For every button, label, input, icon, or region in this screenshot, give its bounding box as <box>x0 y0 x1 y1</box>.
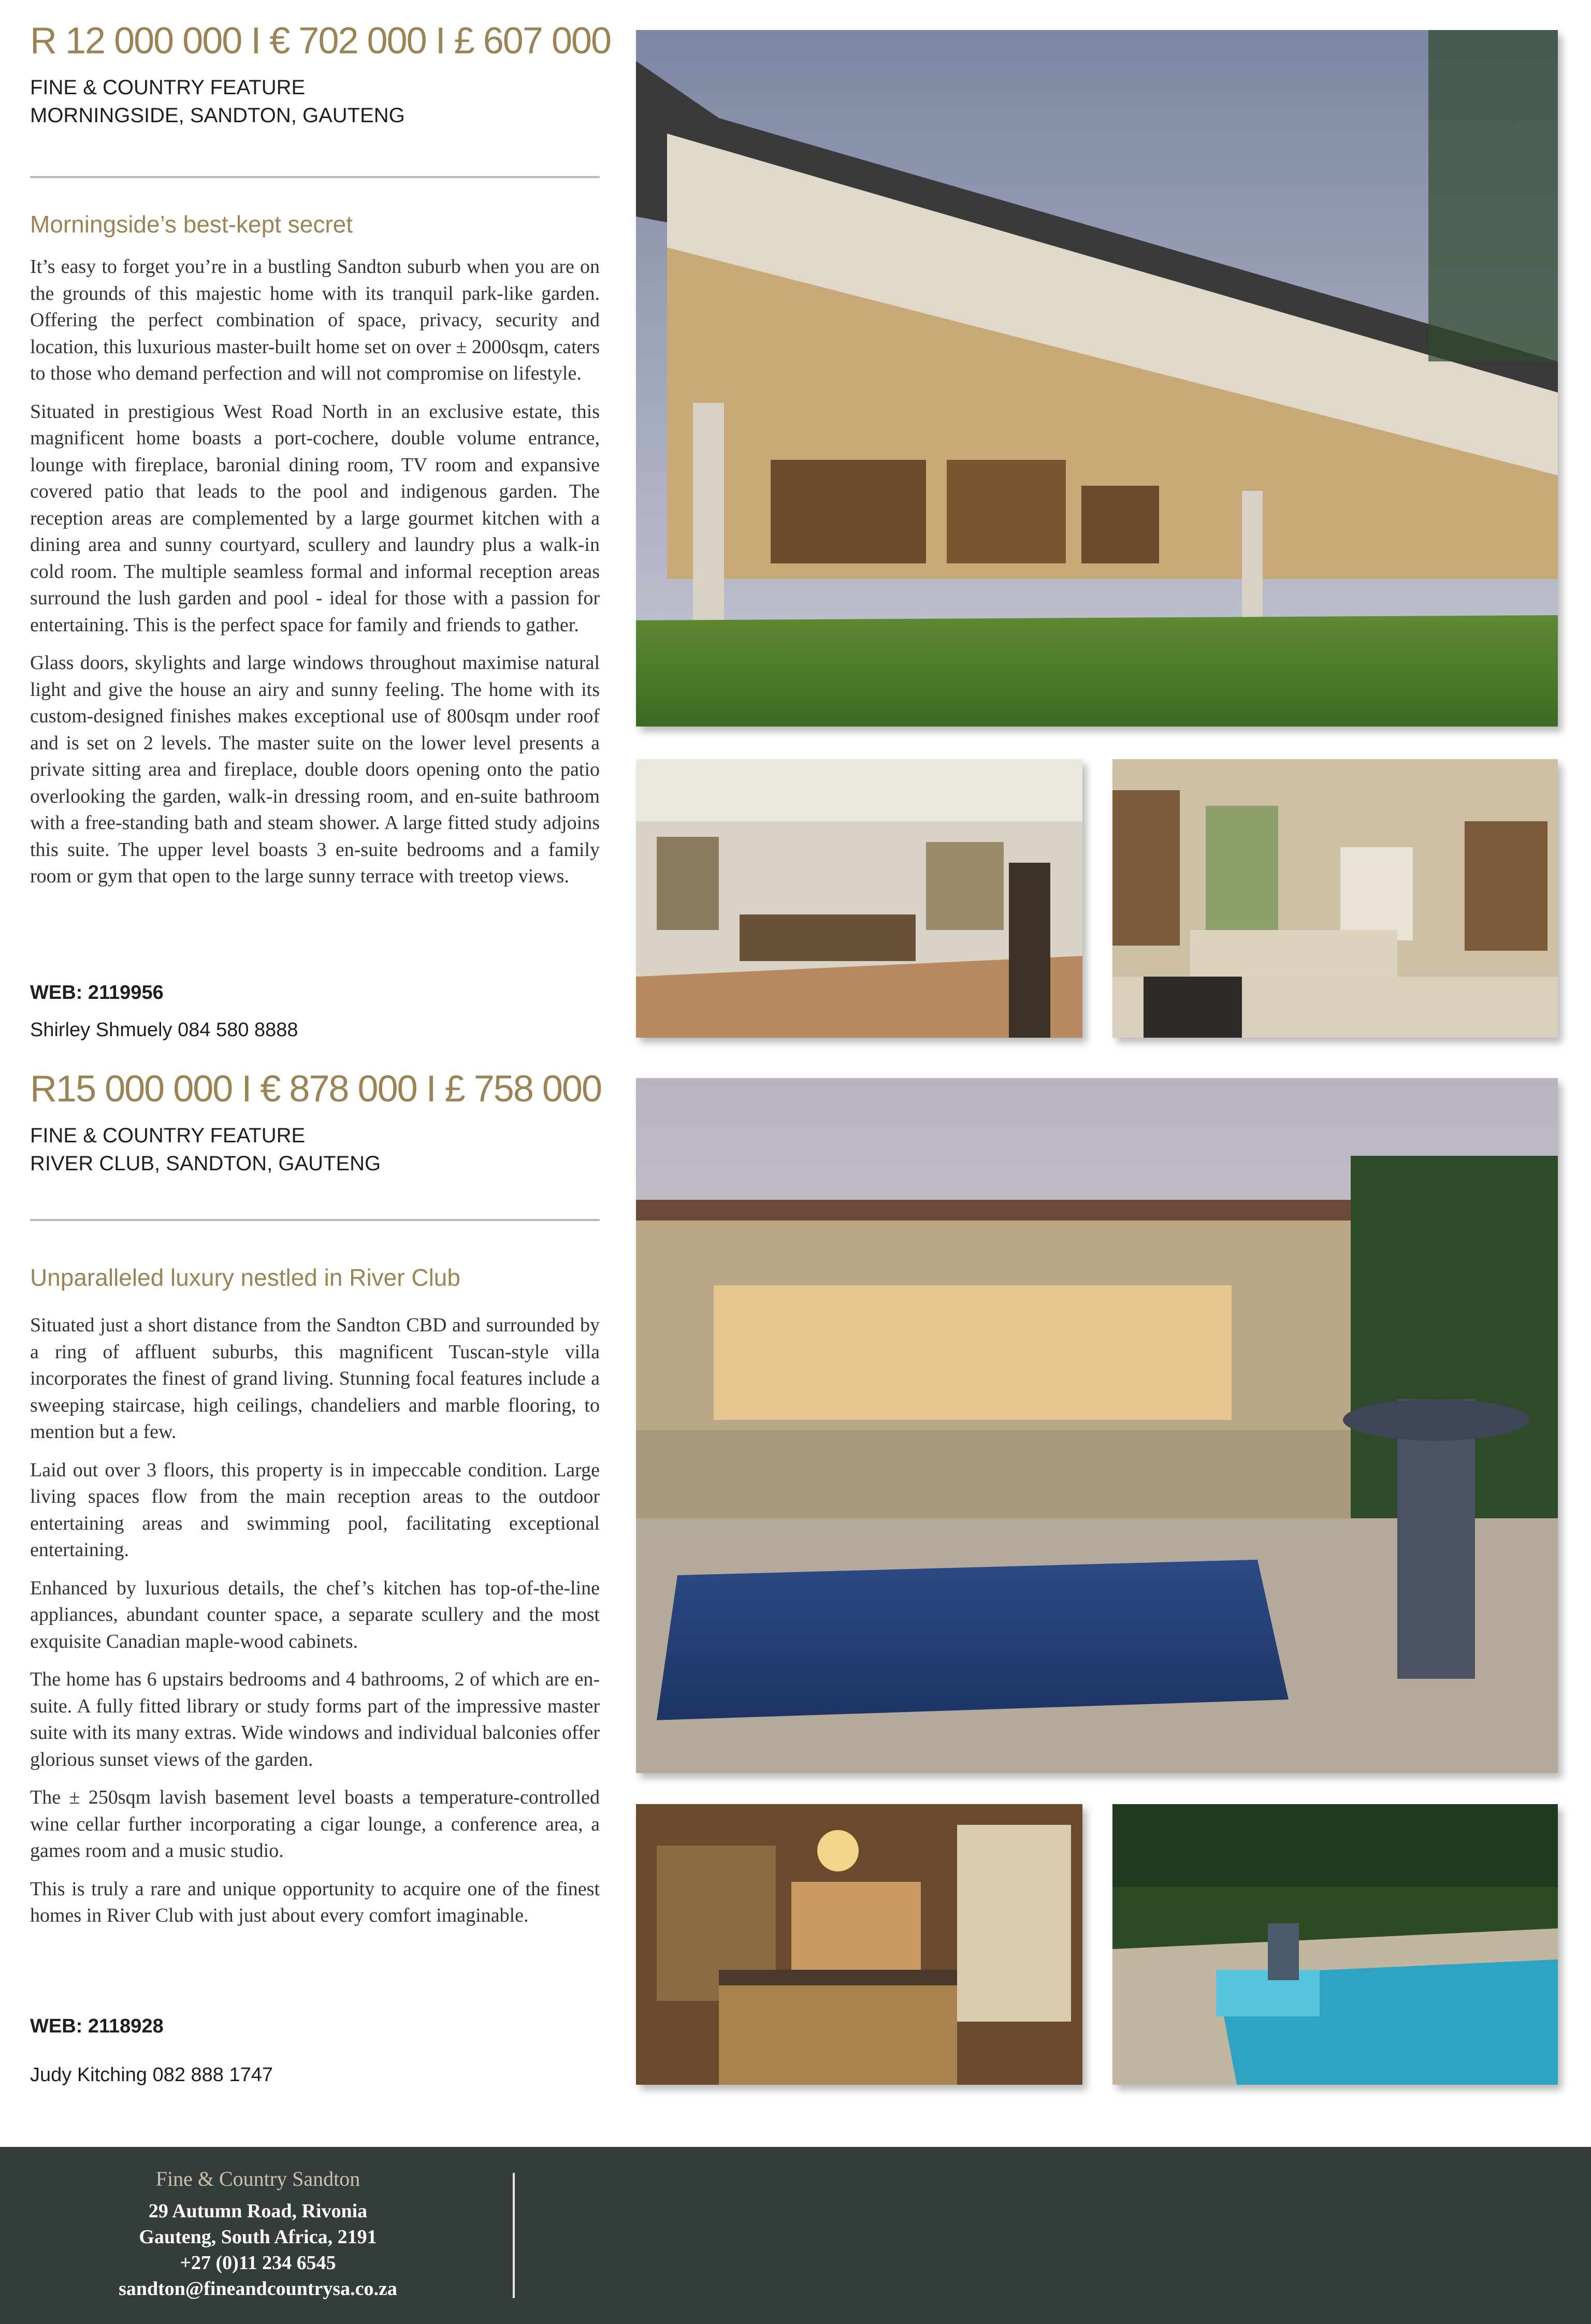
listing-price: R 12 000 000 I € 702 000 I £ 607 000 <box>30 20 611 62</box>
description-paragraph: Situated just a short distance from the Sandton CBD and surrounded by a ring of affluent suburbs, this magnificent Tuscan-style villa incorporates the finest of grand living. Stunning focal features include a sweeping staircase, high ceilings, chandeliers and marble flooring, to mention but a few. <box>30 1314 600 1443</box>
office-address-line-1: 29 Autumn Road, Rivonia <box>148 2200 368 2222</box>
office-phone: +27 (0)11 234 6545 <box>180 2252 336 2274</box>
footer-divider <box>513 2173 515 2298</box>
office-name: Fine & Country Sandton <box>155 2167 360 2190</box>
agent-contact: Shirley Shmuely 084 580 8888 <box>30 1019 298 1041</box>
photo-lounge <box>1112 759 1558 1038</box>
web-reference: WEB: 2118928 <box>30 2015 164 2037</box>
office-footer <box>0 2147 1591 2324</box>
section-divider <box>30 1219 600 1221</box>
listing-description <box>30 254 600 902</box>
pool-garden-image <box>1112 1804 1558 2085</box>
description-paragraph: Situated in prestigious West Road North in an exclusive estate, this magnificent home boasts a port-cochere, double volume entrance, lounge with fireplace, baronial dining room, TV room and expansive covered patio that leads to the pool and indigenous garden. The reception areas are complemented by a large gourmet kitchen with a dining area and sunny courtyard, scullery and laundry plus a walk-in cold room. The multiple seamless formal and informal reception areas surround the lush garden and pool - ideal for those with a passion for entertaining. This is the perfect space for family and friends to gather. <box>30 400 600 636</box>
agent-contact: Judy Kitching 082 888 1747 <box>30 2064 273 2086</box>
feature-label: FINE & COUNTRY FEATURE <box>30 76 306 99</box>
feature-label: FINE & COUNTRY FEATURE <box>30 1124 306 1147</box>
web-reference: WEB: 2119956 <box>30 982 164 1004</box>
description-paragraph: The home has 6 upstairs bedrooms and 4 bathrooms, 2 of which are en-suite. A fully fitted library or study forms part of the impressive master suite with its many extras. Wide windows and individual balconies offer glorious sunset views of the garden. <box>30 1668 600 1770</box>
listing-description <box>30 1312 600 1941</box>
description-paragraph: Laid out over 3 floors, this property is in impeccable condition. Large living spaces flow from the main reception areas to the outdoor entertaining areas and swimming pool, facilitating exceptional entertaining. <box>30 1459 600 1561</box>
listing-heading: Morningside’s best-kept secret <box>30 211 353 238</box>
description-paragraph: Glass doors, skylights and large windows throughout maximise natural light and give the house an airy and sunny feeling. The home with its custom-designed finishes makes exceptional use of 800sqm under roof and is set on 2 levels. The master suite on the lower level presents a private sitting area and fireplace, double doors opening onto the patio overlooking the garden, walk-in dressing room, and en-suite bathroom with a free-standing bath and steam shower. A large fitted study adjoins this suite. The upper level boasts 3 en-suite bedrooms and a family room or gym that open to the large sunny terrace with treetop views. <box>30 652 600 887</box>
exterior-patio-image <box>636 30 1558 727</box>
photo-kitchen <box>636 1804 1082 2085</box>
description-paragraph: This is truly a rare and unique opportunity to acquire one of the finest homes in River Club with just about every comfort imaginable. <box>30 1878 600 1926</box>
listing-location: RIVER CLUB, SANDTON, GAUTENG <box>30 1152 381 1175</box>
listing-heading: Unparalleled luxury nestled in River Club <box>30 1264 460 1291</box>
kitchen-image <box>636 1804 1082 2085</box>
office-email-link[interactable]: sandton@fineandcountrysa.co.za <box>119 2278 397 2300</box>
listing-location: MORNINGSIDE, SANDTON, GAUTENG <box>30 104 405 127</box>
office-address-line-2: Gauteng, South Africa, 2191 <box>139 2226 377 2248</box>
photo-villa-pool-exterior <box>636 1078 1558 1773</box>
photo-exterior-patio <box>636 30 1558 727</box>
section-divider <box>30 176 600 178</box>
photo-dining-room <box>636 759 1082 1038</box>
lounge-image <box>1112 759 1558 1038</box>
photo-pool-garden <box>1112 1804 1558 2085</box>
description-paragraph: It’s easy to forget you’re in a bustling Sandton suburb when you are on the grounds of this majestic home with its tranquil park-like garden. Offering the perfect combination of space, privacy, security and location, this luxurious master-built home set on over ± 2000sqm, caters to those who demand perfection and will not compromise on lifestyle. <box>30 256 600 384</box>
description-paragraph: Enhanced by luxurious details, the chef’s kitchen has top-of-the-line appliances, abundant counter space, a separate scullery and the most exquisite Canadian maple-wood cabinets. <box>30 1577 600 1652</box>
description-paragraph: The ± 250sqm lavish basement level boasts a temperature-controlled wine cellar further incorporating a cigar lounge, a conference area, a games room and a music studio. <box>30 1786 600 1862</box>
listing-river-club <box>0 1051 1591 2139</box>
listing-morningside <box>0 0 1591 1051</box>
listing-price: R15 000 000 I € 878 000 I £ 758 000 <box>30 1068 601 1110</box>
dining-room-image <box>636 759 1082 1038</box>
villa-pool-exterior-image <box>636 1078 1558 1773</box>
